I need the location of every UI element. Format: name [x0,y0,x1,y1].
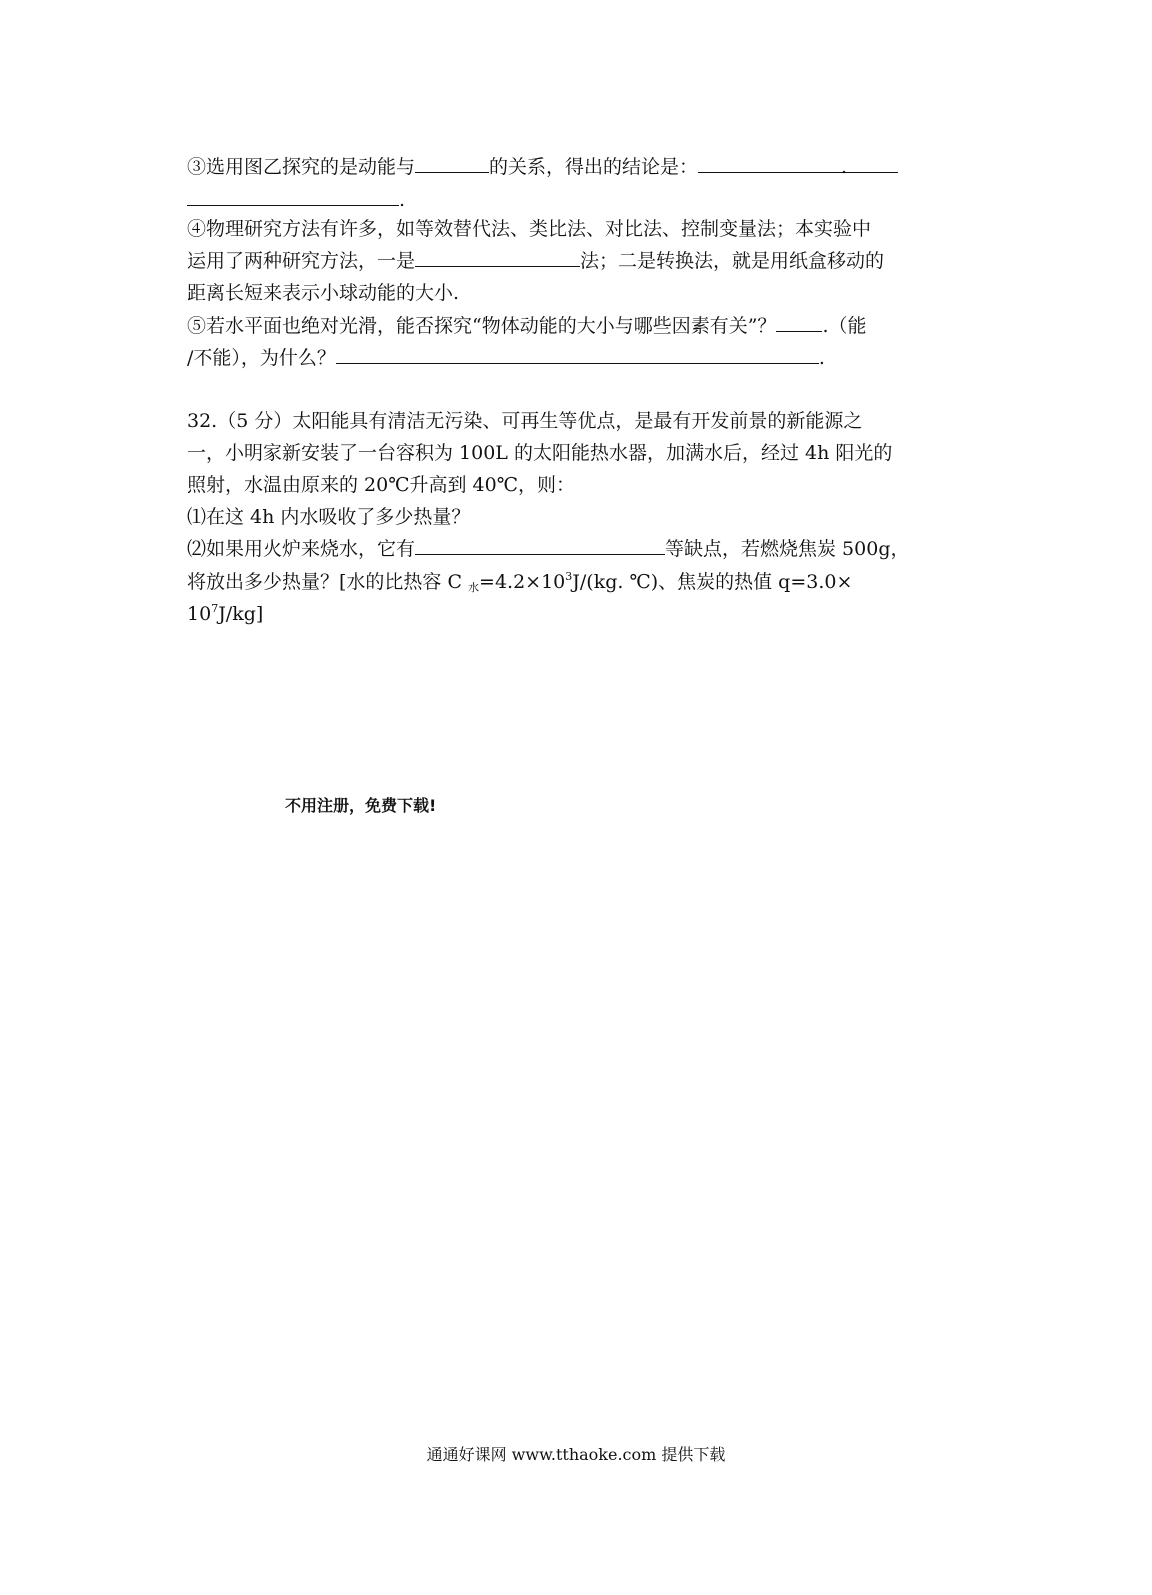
q31-item4-text3: 距离长短来表示小球动能的大小. [187,282,460,304]
q32-text2: 一，小明家新安装了一台容积为 100L 的太阳能热水器，加满水后，经过 4h 阳光的 [187,442,893,464]
answer-blank-can-or-cannot[interactable] [776,313,822,332]
q32-part2 [187,536,909,562]
q32-line7-sup: 7 [211,602,219,615]
q32-line7-b: J/kg] [218,603,264,625]
q31-item5-line2 [187,345,825,371]
q32-line6-sup: 3 [565,570,573,583]
q31-item5-suffix: .（能 [822,315,867,337]
answer-blank-drawbacks[interactable] [415,536,665,555]
q32-line6 [187,569,852,595]
q31-item5-line1 [187,313,866,339]
q31-item4-line2 [187,248,884,274]
q31-item4-line3 [187,280,459,306]
q32-line7-a: 10 [187,603,212,625]
q32-part2-suffix: 等缺点，若燃烧焦炭 500g， [665,538,910,560]
q31-item3-line1 [187,154,898,180]
q31-item4-text1: ④物理研究方法有许多，如等效替代法、类比法、对比法、控制变量法；本实验中 [187,218,872,240]
q31-item5-prefix: ⑤若水平面也绝对光滑，能否探究“物体动能的大小与哪些因素有关”？ [187,315,777,337]
q32-line6-b: =4.2×10 [479,571,566,593]
q32-line1 [187,408,862,434]
q32-line6-c: J/(kg. ℃)、焦炭的热值 q=3.0× [572,571,853,593]
q32-part1-text: ⑴在这 4h 内水吸收了多少热量？ [187,506,471,528]
answer-blank-method[interactable] [415,248,580,267]
q31-item4-prefix: 运用了两种研究方法，一是 [187,250,416,272]
q32-text1: 32.（5 分）太阳能具有清洁无污染、可再生等优点，是最有开发前景的新能源之 [187,410,863,432]
promo-text: 不用注册，免费下载! [285,796,437,815]
q31-item3-dot: . [841,156,848,178]
q31-item3-prefix: ③选用图乙探究的是动能与 [187,156,416,178]
answer-blank-conclusion[interactable] [698,154,898,178]
q32-line6-sub: 水 [468,581,480,594]
q31-item5-why: /不能），为什么？ [187,347,336,369]
q32-line2 [187,440,892,466]
q32-line3 [187,472,575,498]
q32-part1 [187,504,470,530]
q31-item4-suffix: 法；二是转换法，就是用纸盒移动的 [580,250,885,272]
answer-blank-conclusion-cont[interactable] [187,187,399,206]
q31-item4-line1 [187,216,871,242]
q32-line6-a: 将放出多少热量？[水的比热容 C [187,571,469,593]
q31-item5-end: . [818,347,825,369]
q31-item3-end: . [399,189,406,211]
q32-part2-prefix: ⑵如果用火炉来烧水，它有 [187,538,416,560]
q31-item3-line2 [187,187,405,213]
q32-line7 [187,601,263,627]
answer-blank-reason[interactable] [336,345,819,364]
page-footer: 通通好课网 www.tthaoke.com 提供下载 [426,1445,726,1464]
answer-blank-energy-factor[interactable] [415,154,489,173]
q32-text3: 照射，水温由原来的 20℃升高到 40℃，则： [187,474,575,496]
q31-item3-mid: 的关系，得出的结论是： [489,156,699,178]
